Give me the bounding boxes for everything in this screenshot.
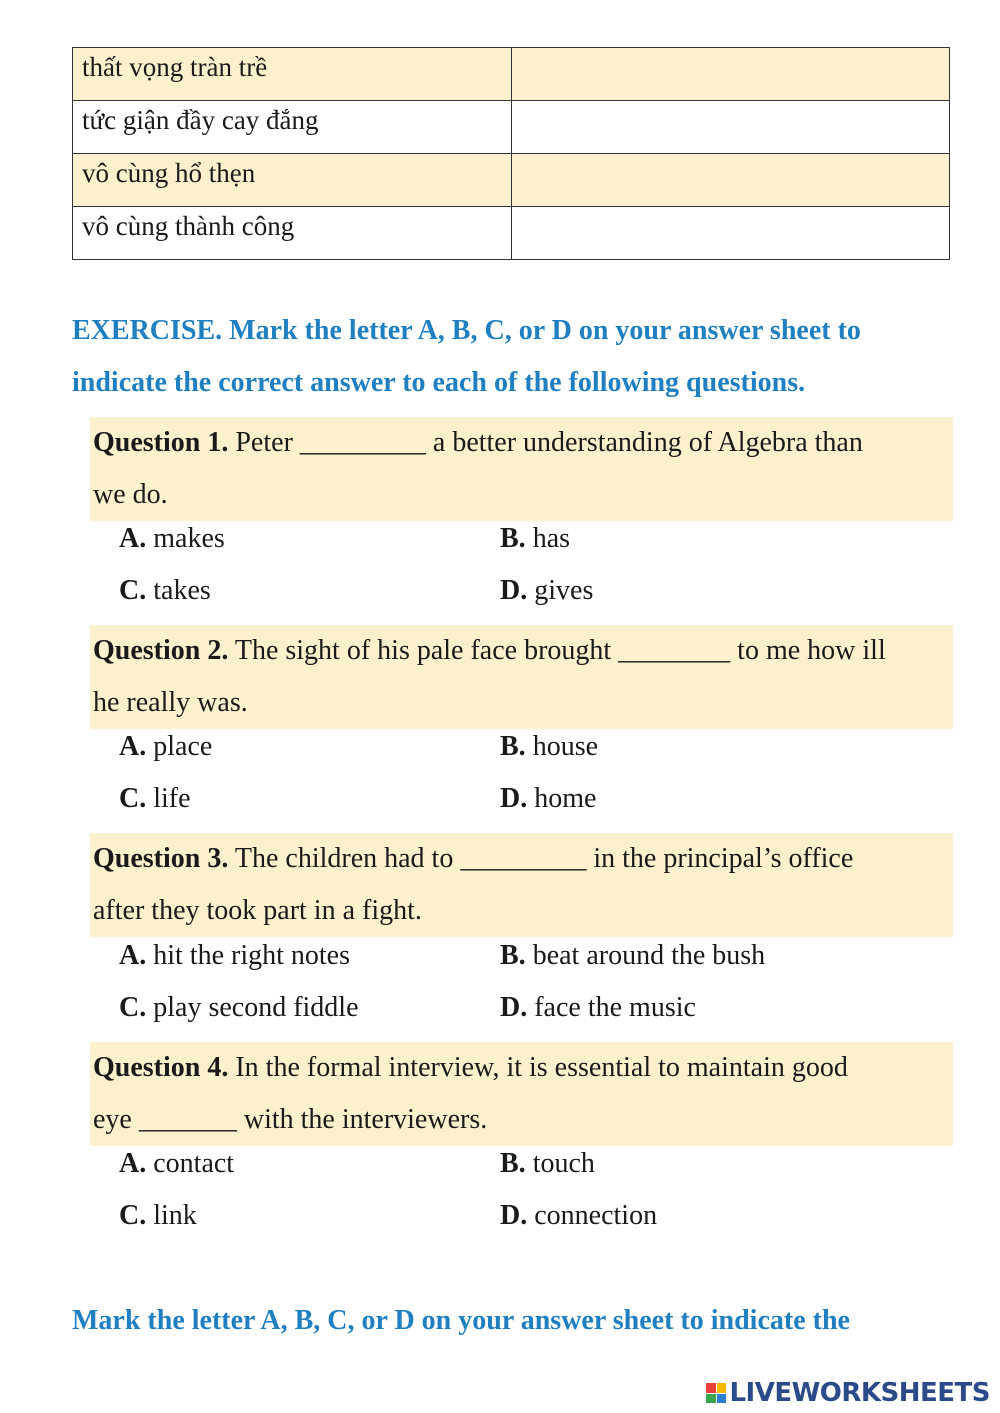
question-label: Question 4. <box>93 1052 229 1083</box>
table-row <box>73 207 950 260</box>
option-b[interactable] <box>500 513 570 565</box>
option-b[interactable] <box>500 721 598 773</box>
option-letter: D. <box>500 992 528 1023</box>
question-3-stem <box>90 833 953 937</box>
option-letter: D. <box>500 1200 528 1231</box>
option-c[interactable] <box>119 565 211 617</box>
option-b[interactable] <box>500 1138 595 1190</box>
liveworksheets-mark-icon <box>706 1383 726 1403</box>
option-text: gives <box>527 575 594 606</box>
answer-cell[interactable] <box>512 101 950 154</box>
next-section-heading: Mark the letter A, B, C, or D on your answer sheet to indicate the <box>72 1305 850 1336</box>
option-text: beat around the bush <box>525 940 766 971</box>
term-cell: vô cùng hổ thẹn <box>73 154 512 207</box>
option-text: life <box>146 783 191 814</box>
option-text: home <box>527 783 597 814</box>
option-letter: C. <box>119 1200 147 1231</box>
exercise-heading-line: indicate the correct answer to each of the following questions. <box>72 367 806 398</box>
option-text: play second fiddle <box>146 992 359 1023</box>
option-d[interactable] <box>500 565 593 617</box>
term-cell: vô cùng thành công <box>73 207 512 260</box>
option-text: contact <box>146 1148 235 1179</box>
table-row <box>73 48 950 101</box>
question-2-stem <box>90 625 953 729</box>
option-text: link <box>146 1200 197 1231</box>
option-letter: D. <box>500 575 528 606</box>
option-letter: A. <box>119 940 147 971</box>
option-a[interactable] <box>119 513 225 565</box>
option-letter: C. <box>119 783 147 814</box>
question-line: eye _______ with the interviewers. <box>93 1104 488 1135</box>
option-a[interactable] <box>119 721 212 773</box>
answer-cell[interactable] <box>512 48 950 101</box>
option-letter: B. <box>500 940 526 971</box>
term-cell: tức giận đầy cay đắng <box>73 101 512 154</box>
option-text: face the music <box>527 992 696 1023</box>
option-d[interactable] <box>500 982 696 1034</box>
option-text: hit the right notes <box>146 940 350 971</box>
option-c[interactable] <box>119 1190 197 1242</box>
liveworksheets-logo[interactable] <box>706 1376 990 1410</box>
question-label: Question 3. <box>93 843 229 874</box>
option-b[interactable] <box>500 930 765 982</box>
option-text: makes <box>146 523 225 554</box>
exercise-heading <box>72 305 952 409</box>
question-line: he really was. <box>93 687 248 718</box>
option-a[interactable] <box>119 1138 234 1190</box>
question-line: after they took part in a fight. <box>93 895 422 926</box>
answer-cell[interactable] <box>512 207 950 260</box>
option-d[interactable] <box>500 1190 657 1242</box>
question-line <box>93 417 953 469</box>
option-text: house <box>525 731 599 762</box>
question-label: Question 2. <box>93 635 229 666</box>
question-line <box>93 625 953 677</box>
brand-name: LIVEWORKSHEETS <box>729 1378 990 1408</box>
question-text: The sight of his pale face brought ________ to me how ill <box>228 635 886 666</box>
question-text: In the formal interview, it is essential to maintain good <box>228 1052 848 1083</box>
question-4-stem <box>90 1042 953 1146</box>
option-d[interactable] <box>500 773 596 825</box>
option-letter: A. <box>119 523 147 554</box>
option-letter: B. <box>500 1148 526 1179</box>
option-text: touch <box>525 1148 595 1179</box>
option-text: place <box>146 731 213 762</box>
option-letter: C. <box>119 992 147 1023</box>
option-text: connection <box>527 1200 658 1231</box>
option-letter: C. <box>119 575 147 606</box>
question-text: The children had to _________ in the principal’s office <box>228 843 854 874</box>
option-c[interactable] <box>119 773 191 825</box>
option-a[interactable] <box>119 930 350 982</box>
option-text: has <box>525 523 571 554</box>
question-label: Question 1. <box>93 427 229 458</box>
option-text: takes <box>146 575 211 606</box>
question-1-stem <box>90 417 953 521</box>
question-line: we do. <box>93 479 168 510</box>
answer-cell[interactable] <box>512 154 950 207</box>
option-letter: A. <box>119 1148 147 1179</box>
option-letter: D. <box>500 783 528 814</box>
table-row <box>73 154 950 207</box>
option-letter: A. <box>119 731 147 762</box>
vocabulary-table <box>72 47 950 260</box>
option-c[interactable] <box>119 982 359 1034</box>
table-row <box>73 101 950 154</box>
question-line <box>93 833 953 885</box>
question-text: Peter _________ a better understanding of Algebra than <box>228 427 863 458</box>
question-line <box>93 1042 953 1094</box>
option-letter: B. <box>500 523 526 554</box>
exercise-heading-line: EXERCISE. Mark the letter A, B, C, or D on your answer sheet to <box>72 315 861 346</box>
term-cell: thất vọng tràn trề <box>73 48 512 101</box>
option-letter: B. <box>500 731 526 762</box>
